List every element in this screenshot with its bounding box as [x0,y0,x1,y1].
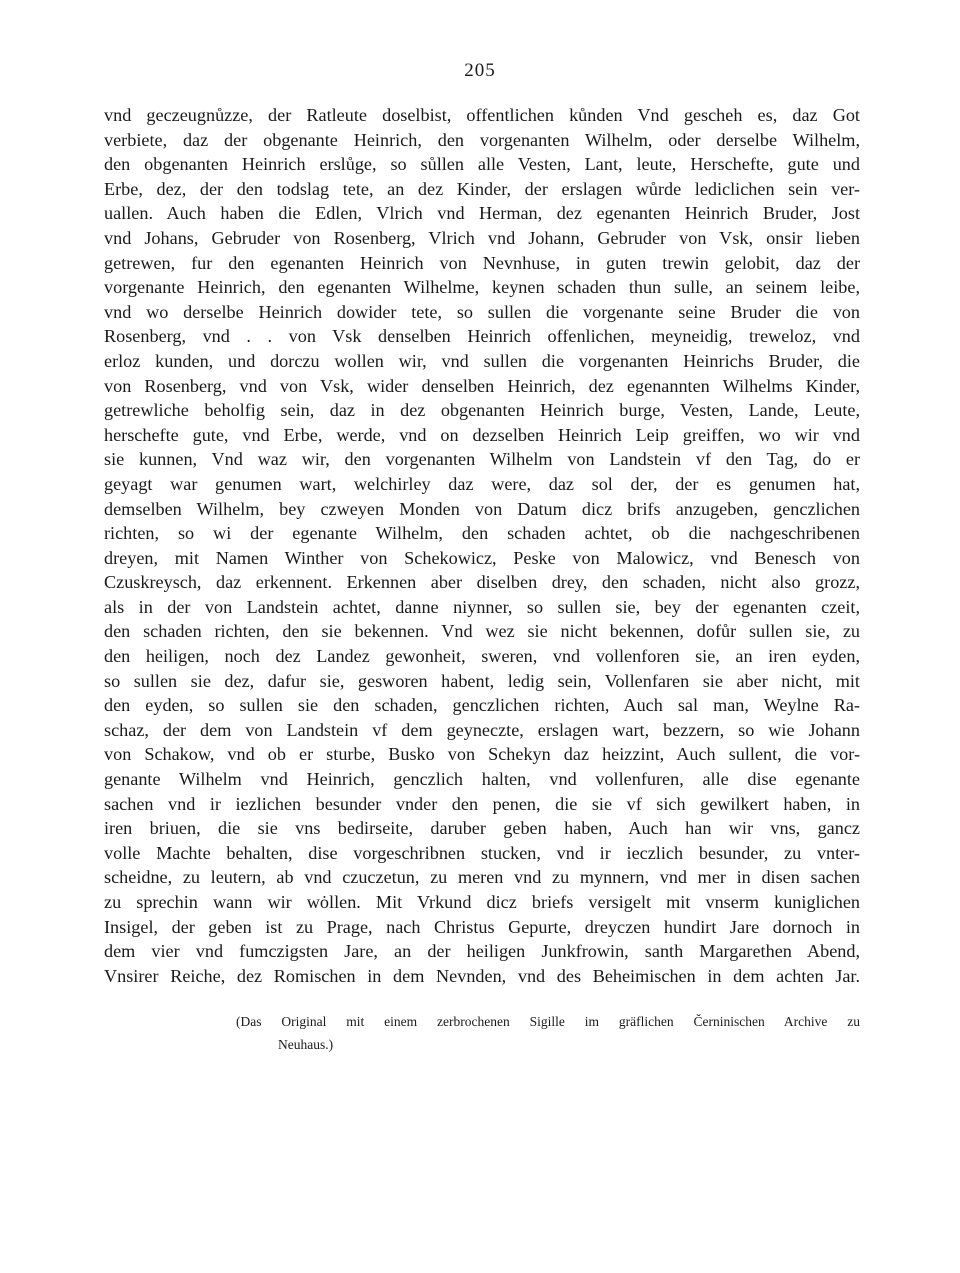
text-line: vorgenante Heinrich, den egenanten Wilhelme, keynen schaden thun sulle, an seinem leibe, [104,277,860,298]
text-line: Vnsirer Reiche, dez Romischen in dem Nevnden, vnd des Beheimischen in dem achten Jar. [104,965,860,986]
footnote-line: (Das Original mit einem zerbrochenen Sigille im gräflichen Černinischen Archive zu [236,1014,860,1029]
text-line: dem vier vnd fumczigsten Jare, an der heiligen Junkfrowin, santh Margarethen Abend, [104,941,860,962]
text-line: den obgenanten Heinrich erslůge, so sůllen alle Vesten, Lant, leute, Herschefte, gute und [104,154,860,175]
text-line: getrewliche beholfig sein, daz in dez obgenanten Heinrich burge, Vesten, Lande, Leute, [104,400,860,421]
text-line: als in der von Landstein achtet, danne niynner, so sullen sie, bey der egenanten czeit, [104,596,860,617]
footnote [236,1010,860,1056]
text-line: scheidne, zu leutern, ab vnd czuczetun, zu meren vnd zu mynnern, vnd mer in disen sachen [104,867,860,888]
text-line: iren briuen, die sie vns bedirseite, daruber geben haben, Auch han wir vns, gancz [104,818,860,839]
text-line: getrewen, fur den egenanten Heinrich von Nevnhuse, in guten trewin gelobit, daz der [104,252,860,273]
text-line: Insigel, der geben ist zu Prage, nach Christus Gepurte, dreyczen hundirt Jare dornoch in [104,916,860,937]
body-text [104,103,860,988]
text-line: sie kunnen, Vnd waz wir, den vorgenanten Wilhelm von Landstein vf den Tag, do er [104,449,860,470]
text-line: den heiligen, noch dez Landez gewonheit, sweren, vnd vollenforen sie, an iren eyden, [104,646,860,667]
text-line: so sullen sie dez, dafur sie, gesworen habent, ledig sein, Vollenfaren sie aber nicht, mit [104,670,860,691]
text-line: erloz kunden, und dorczu wollen wir, vnd sullen die vorgenanten Heinrichs Bruder, die [104,350,860,371]
text-line: Erbe, dez, der den todslag tete, an dez Kinder, der erslagen wůrde lediclichen sein ver- [104,178,860,199]
text-line: herschefte gute, vnd Erbe, werde, vnd on dezselben Heinrich Leip greiffen, wo wir vnd [104,424,860,445]
text-line: vnd wo derselbe Heinrich dowider tete, so sullen die vorgenante seine Bruder die von [104,301,860,322]
text-line: vnd geczeugnůzze, der Ratleute doselbist, offentlichen kůnden Vnd gescheh es, daz Got [104,105,860,125]
text-line: Rosenberg, vnd . . von Vsk denselben Heinrich offenlichen, meyneidig, treweloz, vnd [104,326,860,347]
text-line: geyagt war genumen wart, welchirley daz were, daz sol der, der es genumen hat, [104,473,860,494]
text-line: volle Machte behalten, dise vorgeschribnen stucken, vnd ir ieczlich besunder, zu vnter- [104,842,860,863]
text-line: den eyden, so sullen sie den schaden, genczlichen richten, Auch sal man, Weylne Ra- [104,695,860,716]
text-line: genante Wilhelm vnd Heinrich, genczlich halten, vnd vollenfuren, alle dise egenante [104,769,860,790]
text-line: dreyen, mit Namen Winther von Schekowicz, Peske von Malowicz, vnd Benesch von [104,547,860,568]
text-line: sachen vnd ir iezlichen besunder vnder den penen, die sie vf sich gewilkert haben, in [104,793,860,814]
text-line: verbiete, daz der obgenante Heinrich, den vorgenanten Wilhelm, oder derselbe Wilhelm, [104,129,860,150]
page-number: 205 [464,60,496,81]
text-line: richten, so wi der egenante Wilhelm, den schaden achtet, ob die nachgeschribenen [104,523,860,544]
text-line: demselben Wilhelm, bey czweyen Monden von Datum dicz brifs anzugeben, genczlichen [104,498,860,519]
text-line: Czuskreysch, daz erkennent. Erkennen aber diselben drey, den schaden, nicht also grozz, [104,572,860,593]
footnote-line: Neuhaus.) [278,1037,334,1052]
text-line: zu sprechin wann wir wȯllen. Mit Vrkund dicz briefs versigelt mit vnserm kuniglichen [104,892,860,912]
text-line: uallen. Auch haben die Edlen, Vlrich vnd Herman, dez egenanten Heinrich Bruder, Jost [104,203,860,224]
text-line: schaz, der dem von Landstein vf dem geyneczte, erslagen wart, bezzern, so wie Johann [104,719,860,740]
text-line: von Schakow, vnd ob er sturbe, Busko von Schekyn daz heizzint, Auch sullent, die vor- [104,744,860,765]
text-line: vnd Johans, Gebruder von Rosenberg, Vlrich vnd Johann, Gebruder von Vsk, onsir lieben [104,227,860,248]
text-line: von Rosenberg, vnd von Vsk, wider denselben Heinrich, dez egenannten Wilhelms Kinder, [104,375,860,396]
text-line: den schaden richten, den sie bekennen. Vnd wez sie nicht bekennen, dofůr sullen sie, zu [104,621,860,642]
